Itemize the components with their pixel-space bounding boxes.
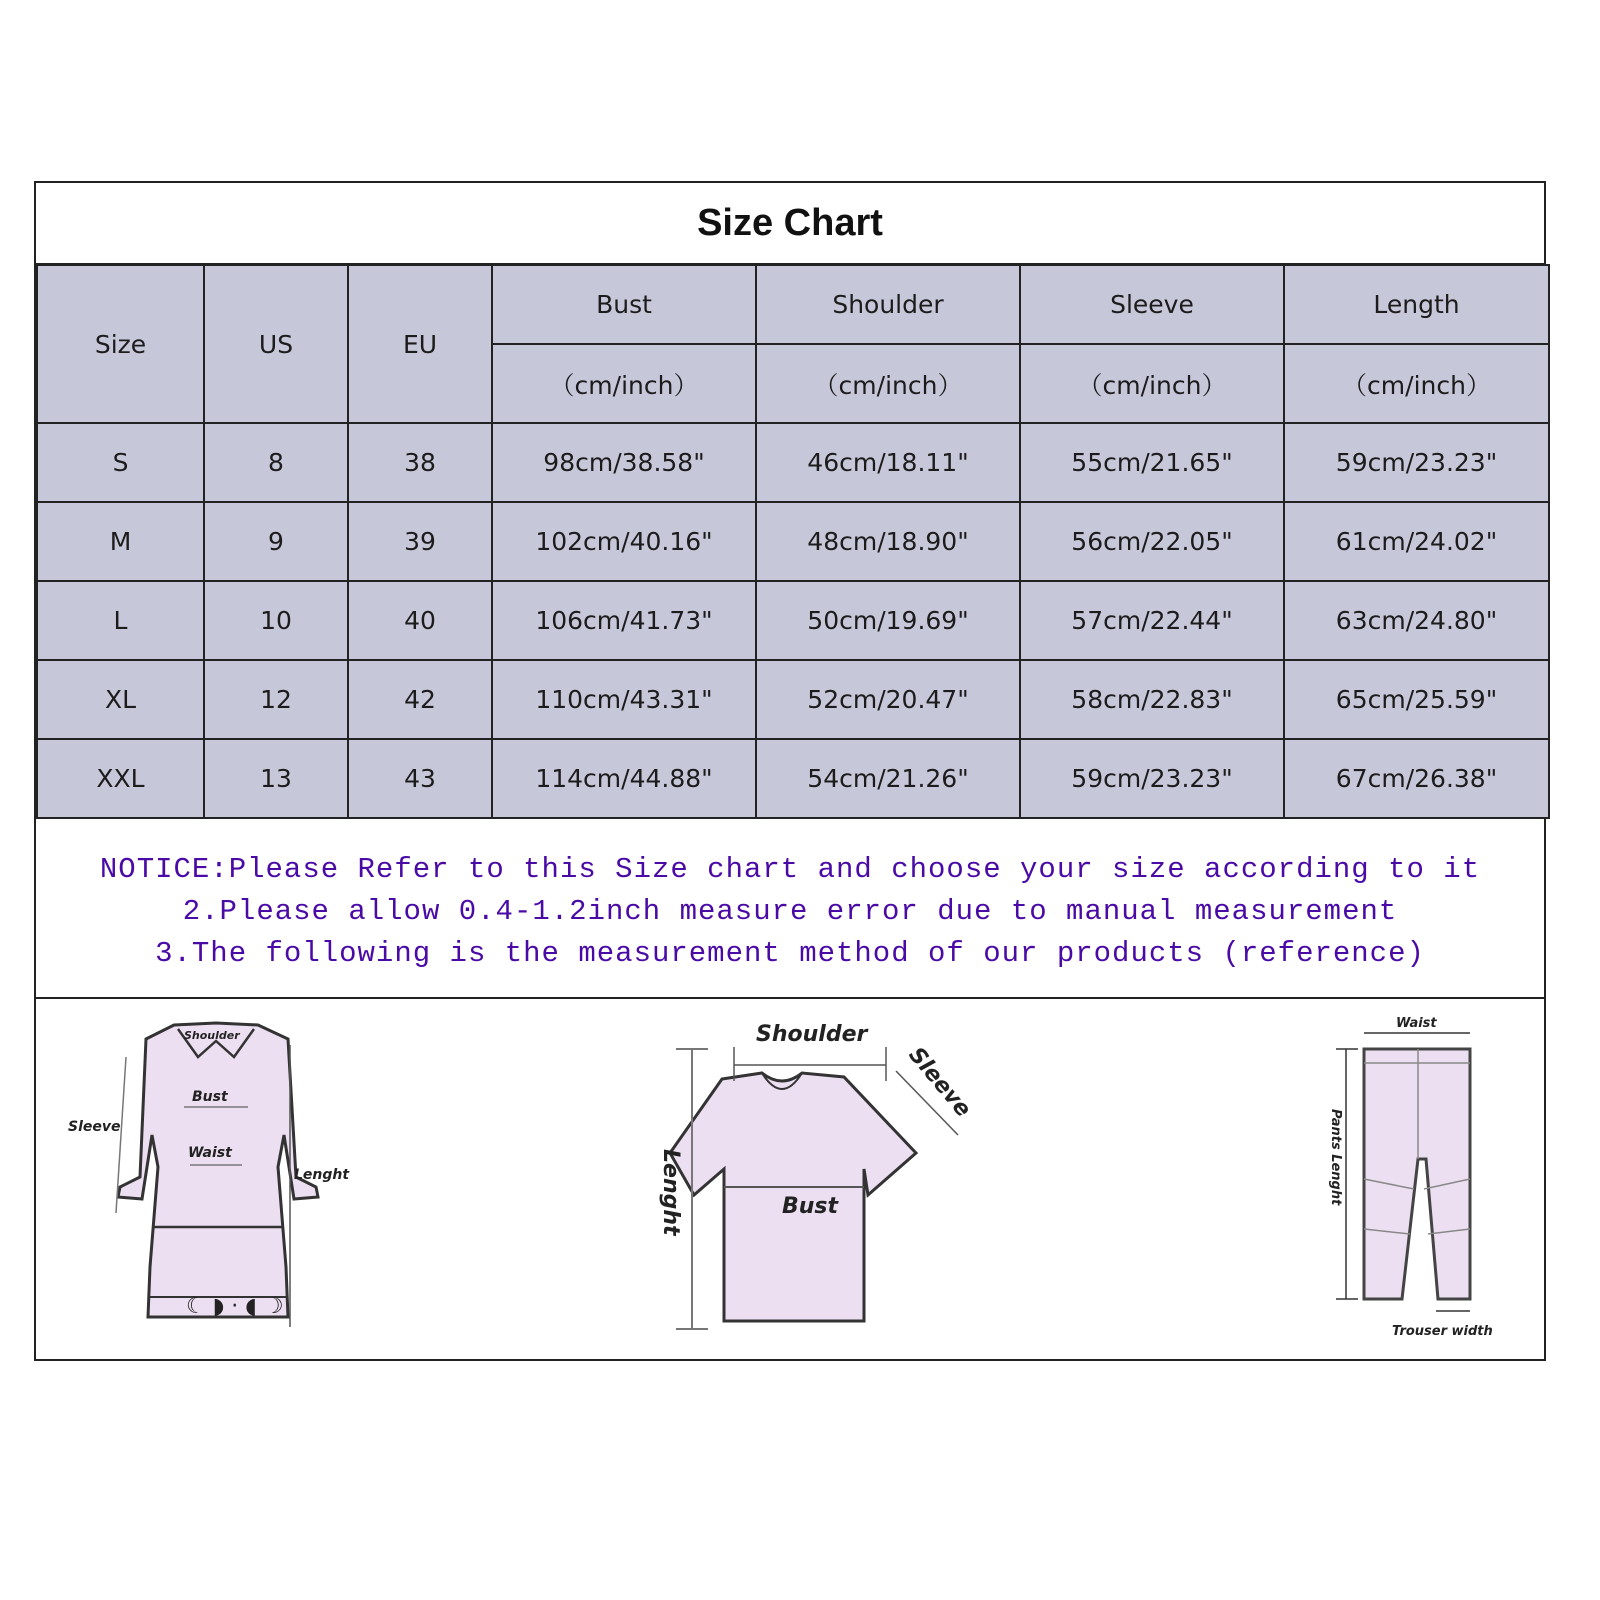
unit-shoulder: （cm/inch） bbox=[756, 344, 1020, 423]
notice-line-2: 2.Please allow 0.4-1.2inch measure error due to manual measurement bbox=[182, 895, 1398, 928]
size-chart-frame bbox=[34, 181, 1546, 1361]
table-row bbox=[37, 739, 1549, 818]
cell-shoulder: 48cm/18.90" bbox=[756, 502, 1020, 581]
cell-sleeve: 55cm/21.65" bbox=[1020, 423, 1284, 502]
table-header-row bbox=[37, 265, 1549, 344]
unit-sleeve: （cm/inch） bbox=[1020, 344, 1284, 423]
measurement-figures bbox=[36, 999, 1544, 1361]
tshirt-bust-label: Bust bbox=[782, 1194, 839, 1219]
notice-block bbox=[36, 827, 1544, 999]
page-title: Size Chart bbox=[36, 183, 1544, 265]
dress-illustration-icon bbox=[66, 1017, 396, 1327]
cell-us: 8 bbox=[204, 423, 348, 502]
dress-bust-label: Bust bbox=[192, 1089, 228, 1105]
pants-waist-label: Waist bbox=[1396, 1016, 1437, 1031]
header-size: Size bbox=[37, 265, 204, 423]
cell-size: M bbox=[37, 502, 204, 581]
header-length: Length bbox=[1284, 265, 1549, 344]
cell-size: L bbox=[37, 581, 204, 660]
pants-trouser-width-label: Trouser width bbox=[1392, 1324, 1493, 1339]
cell-us: 10 bbox=[204, 581, 348, 660]
cell-sleeve: 58cm/22.83" bbox=[1020, 660, 1284, 739]
cell-bust: 98cm/38.58" bbox=[492, 423, 756, 502]
cell-size: S bbox=[37, 423, 204, 502]
tshirt-illustration-icon bbox=[606, 1009, 986, 1349]
cell-shoulder: 46cm/18.11" bbox=[756, 423, 1020, 502]
cell-length: 63cm/24.80" bbox=[1284, 581, 1549, 660]
pants-length-label: Pants Lenght bbox=[1328, 1109, 1343, 1206]
cell-length: 59cm/23.23" bbox=[1284, 423, 1549, 502]
cell-sleeve: 56cm/22.05" bbox=[1020, 502, 1284, 581]
cell-shoulder: 52cm/20.47" bbox=[756, 660, 1020, 739]
tshirt-sleeve-label: Sleeve bbox=[903, 1042, 976, 1123]
header-eu: EU bbox=[348, 265, 492, 423]
cell-bust: 102cm/40.16" bbox=[492, 502, 756, 581]
dress-waist-label: Waist bbox=[188, 1145, 232, 1161]
notice-line-3: 3.The following is the measurement method of our products (reference) bbox=[155, 937, 1425, 970]
table-row bbox=[37, 581, 1549, 660]
header-shoulder: Shoulder bbox=[756, 265, 1020, 344]
cell-us: 9 bbox=[204, 502, 348, 581]
cell-us: 13 bbox=[204, 739, 348, 818]
cell-length: 61cm/24.02" bbox=[1284, 502, 1549, 581]
unit-bust: （cm/inch） bbox=[492, 344, 756, 423]
cell-size: XXL bbox=[37, 739, 204, 818]
table-row bbox=[37, 502, 1549, 581]
cell-bust: 106cm/41.73" bbox=[492, 581, 756, 660]
dress-sleeve-label: Sleeve bbox=[68, 1119, 121, 1135]
dress-length-label: Lenght bbox=[294, 1167, 350, 1183]
cell-sleeve: 57cm/22.44" bbox=[1020, 581, 1284, 660]
cell-eu: 43 bbox=[348, 739, 492, 818]
cell-size: XL bbox=[37, 660, 204, 739]
table-row bbox=[37, 660, 1549, 739]
header-us: US bbox=[204, 265, 348, 423]
notice-line-1: NOTICE:Please Refer to this Size chart and choose your size according to it bbox=[99, 853, 1481, 886]
dress-shoulder-label: Shoulder bbox=[184, 1029, 240, 1042]
cell-shoulder: 54cm/21.26" bbox=[756, 739, 1020, 818]
tshirt-shoulder-label: Shoulder bbox=[756, 1022, 868, 1047]
size-table bbox=[36, 264, 1550, 819]
pants-illustration-icon bbox=[1306, 1009, 1546, 1349]
header-bust: Bust bbox=[492, 265, 756, 344]
cell-eu: 40 bbox=[348, 581, 492, 660]
svg-text:☾ ◗ · ◖ ☽: ☾ ◗ · ◖ ☽ bbox=[186, 1294, 284, 1319]
cell-us: 12 bbox=[204, 660, 348, 739]
cell-length: 65cm/25.59" bbox=[1284, 660, 1549, 739]
header-sleeve: Sleeve bbox=[1020, 265, 1284, 344]
cell-bust: 114cm/44.88" bbox=[492, 739, 756, 818]
cell-eu: 38 bbox=[348, 423, 492, 502]
cell-eu: 39 bbox=[348, 502, 492, 581]
cell-eu: 42 bbox=[348, 660, 492, 739]
table-row bbox=[37, 423, 1549, 502]
cell-sleeve: 59cm/23.23" bbox=[1020, 739, 1284, 818]
unit-length: （cm/inch） bbox=[1284, 344, 1549, 423]
cell-bust: 110cm/43.31" bbox=[492, 660, 756, 739]
cell-shoulder: 50cm/19.69" bbox=[756, 581, 1020, 660]
tshirt-length-label: Lenght bbox=[658, 1149, 683, 1236]
cell-length: 67cm/26.38" bbox=[1284, 739, 1549, 818]
